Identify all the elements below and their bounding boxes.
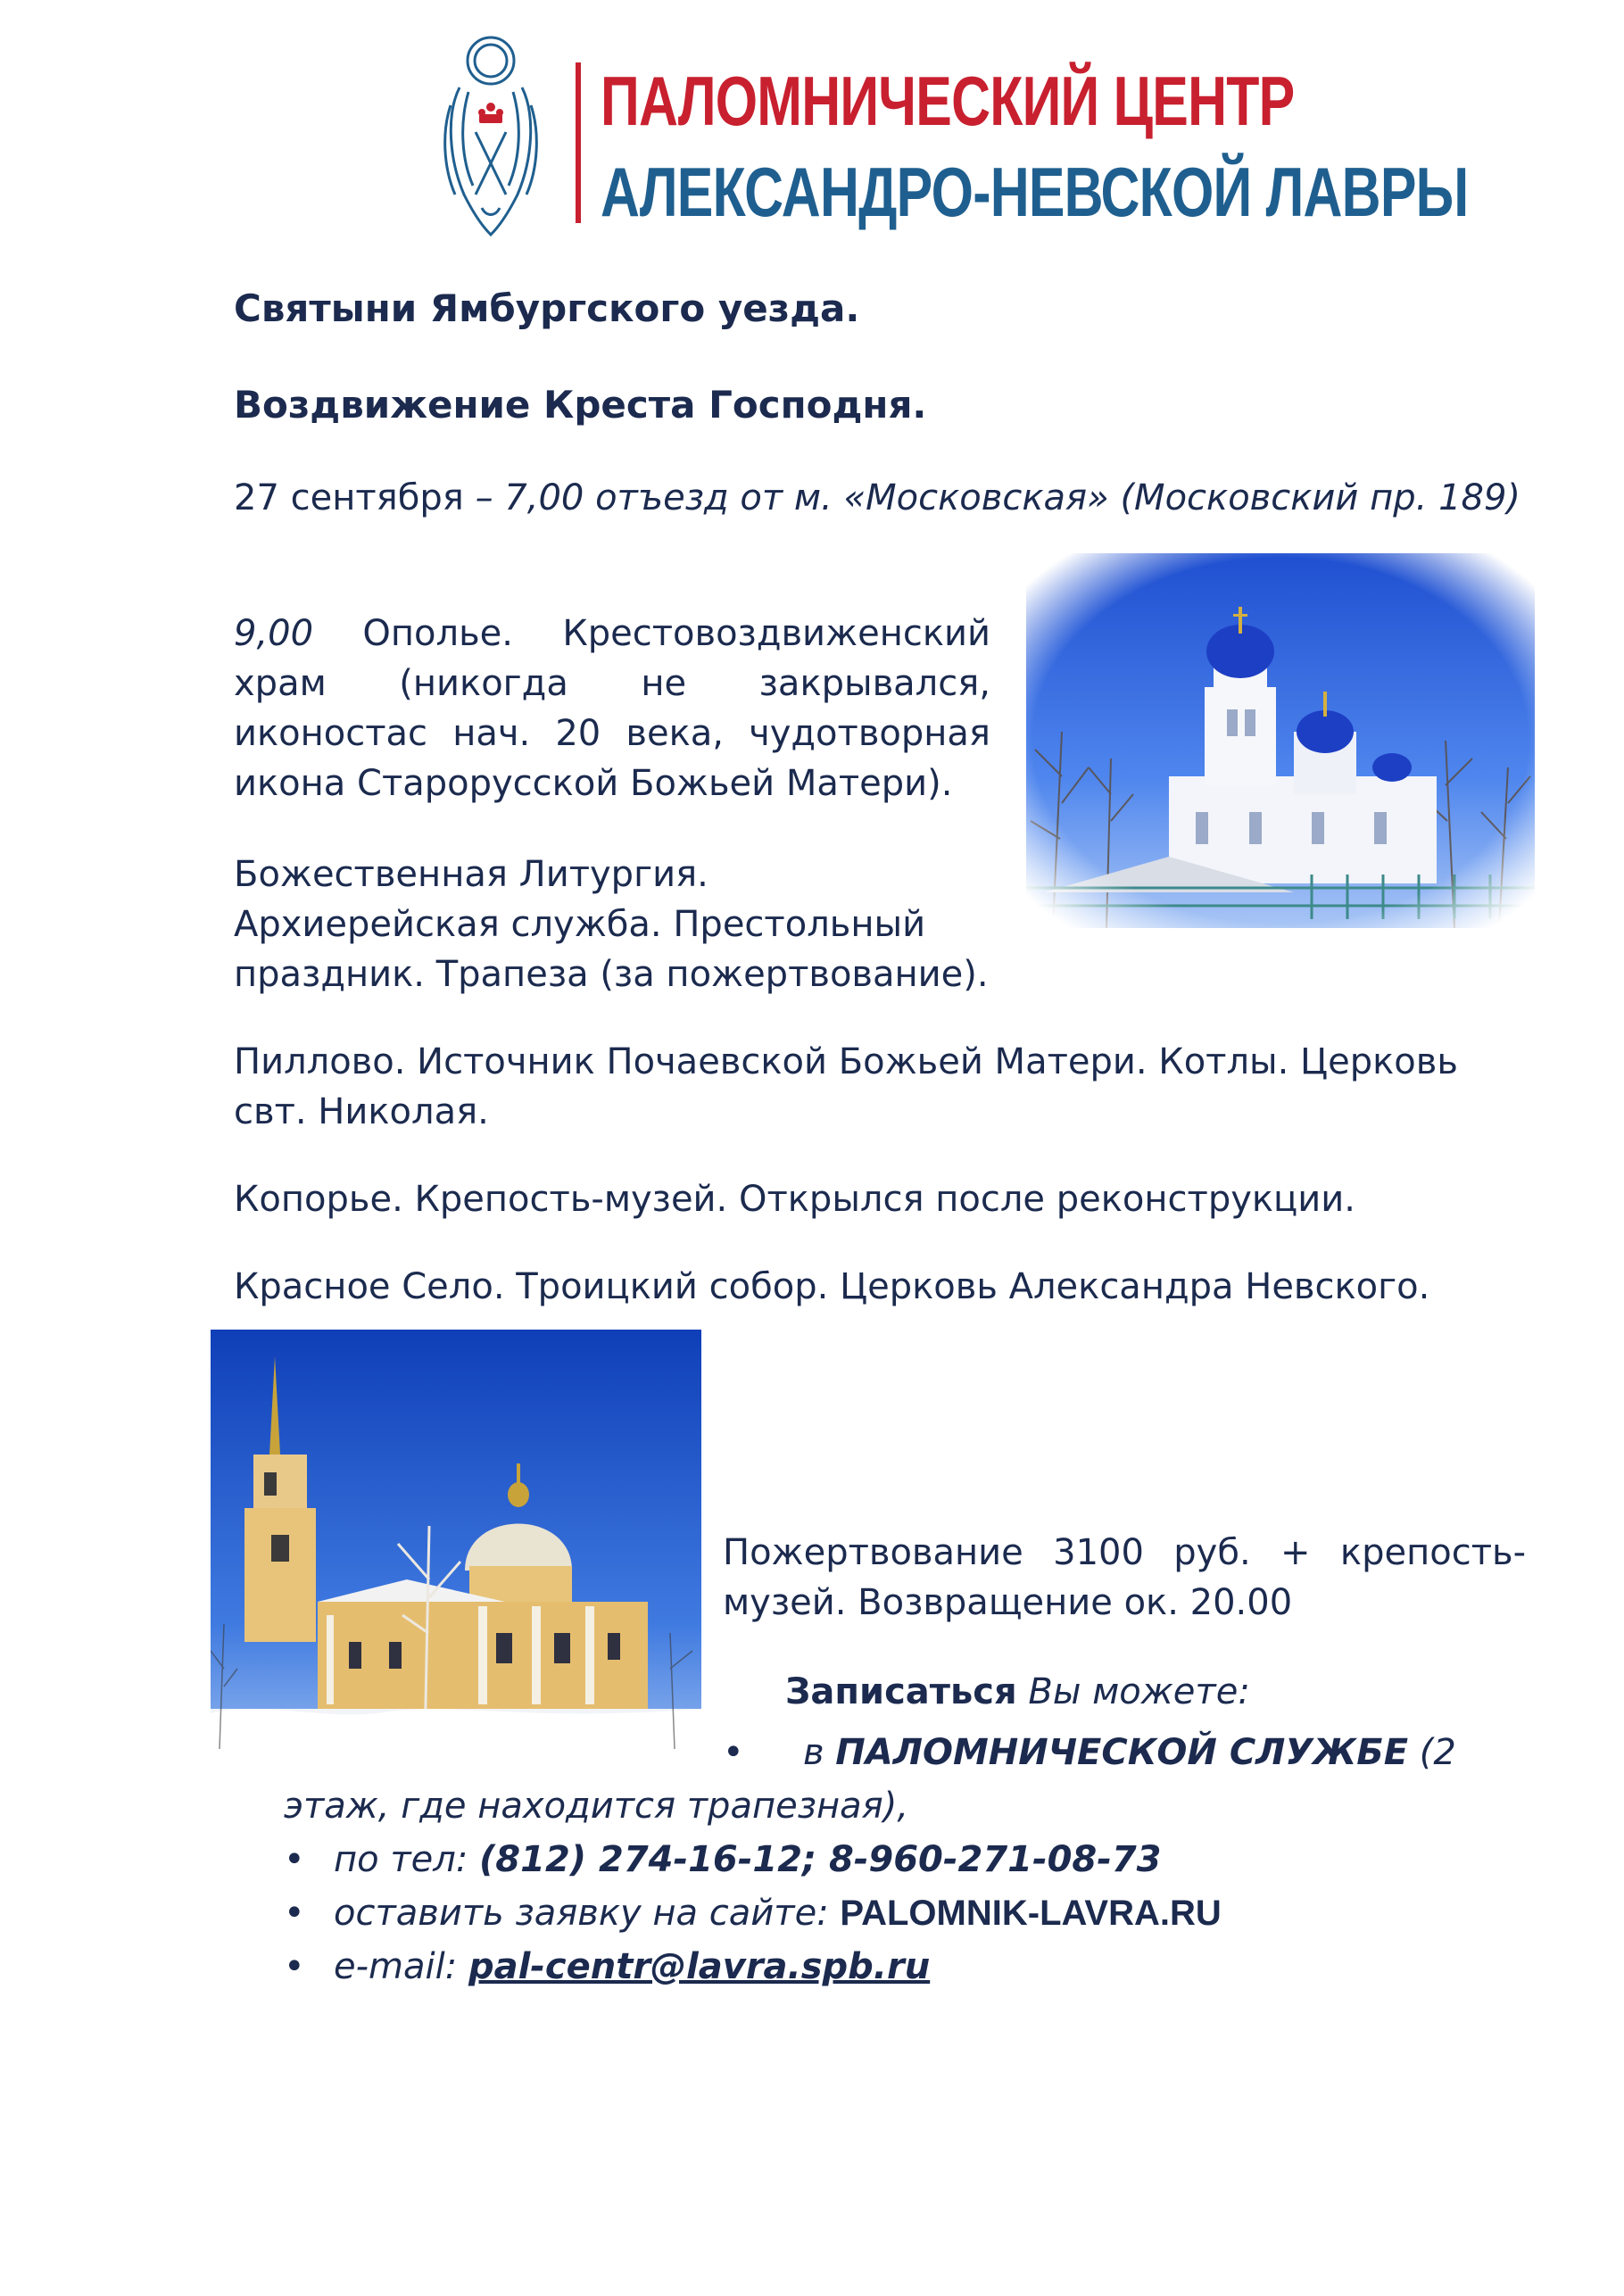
list-item-office	[723, 1726, 1526, 1779]
email-prefix: e-mail:	[334, 1946, 468, 1987]
list-item-website	[284, 1886, 1533, 1940]
liturgy-line2: Архиерейская служба. Престольный	[234, 904, 926, 945]
departure-info	[234, 473, 1523, 523]
stop-opolye	[234, 609, 990, 808]
page-subtitle: Воздвижение Креста Господня.	[234, 383, 927, 427]
signup-heading	[785, 1667, 1250, 1717]
stop-krasnoe-selo: Красное Село. Троицкий собор. Церковь Александра Невского.	[234, 1266, 1430, 1307]
org-name-line1: ПАЛОМНИЧЕСКИЙ ЦЕНТР	[601, 62, 1295, 140]
liturgy-line1: Божественная Литургия.	[234, 854, 708, 895]
phone-numbers[interactable]: (812) 274-16-12; 8-960-271-08-73	[479, 1839, 1162, 1880]
list-item-phone	[284, 1833, 1533, 1886]
header	[442, 25, 1469, 239]
departure-details: 7,00 отъезд от м. «Московская» (Московский пр. 189)	[504, 477, 1521, 518]
office-prefix: в	[803, 1732, 836, 1773]
angel-emblem-icon	[442, 25, 540, 239]
church-yellow-winter-image	[211, 1330, 701, 1749]
bullet-icon: •	[284, 1946, 305, 1987]
signup-bold: Записаться	[785, 1671, 1017, 1712]
bullet-icon: •	[723, 1732, 744, 1773]
list-item-office-cont: этаж, где находится трапезная),	[284, 1786, 909, 1827]
org-name-line2: АЛЕКСАНДРО-НЕВСКОЙ ЛАВРЫ	[601, 153, 1469, 231]
liturgy-info	[234, 850, 1037, 999]
office-suffix: (2	[1408, 1732, 1456, 1773]
website-prefix: оставить заявку на сайте:	[334, 1893, 841, 1934]
stop-description: Ополье. Крестовоздвиженский храм (никогда не закрывался, иконостас нач. 20 века, чудотворная икона Старорусской Божьей Матери).	[234, 613, 990, 804]
donation-info: Пожертвование 3100 руб. + крепость-музей. Возвращение ок. 20.00	[723, 1532, 1526, 1623]
bullet-icon: •	[284, 1839, 305, 1880]
bullet-icon: •	[284, 1893, 305, 1934]
signup-rest: Вы можете:	[1016, 1671, 1250, 1712]
office-name: ПАЛОМНИЧЕСКОЙ СЛУЖБЕ	[835, 1732, 1409, 1773]
phone-prefix: по тел:	[334, 1839, 480, 1880]
departure-date: 27 сентября	[234, 477, 464, 518]
email-link[interactable]: pal-centr@lavra.spb.ru	[468, 1946, 931, 1987]
liturgy-line3: праздник. Трапеза (за пожертвование).	[234, 954, 989, 995]
stop-pillovo: Пиллово. Источник Почаевской Божьей Матери. Котлы. Церковь свт. Николая.	[234, 1041, 1458, 1132]
website-link[interactable]: PALOMNIK-LAVRA.RU	[840, 1894, 1222, 1933]
logo-divider	[576, 62, 581, 223]
stop-koporye: Копорье. Крепость-музей. Открылся после реконструкции.	[234, 1179, 1355, 1220]
list-item-email	[284, 1940, 1533, 1993]
church-blue-domes-image	[1026, 553, 1535, 928]
page-title: Святыни Ямбургского уезда.	[234, 286, 860, 330]
stop-time: 9,00	[234, 613, 314, 654]
departure-dash: –	[463, 477, 505, 518]
